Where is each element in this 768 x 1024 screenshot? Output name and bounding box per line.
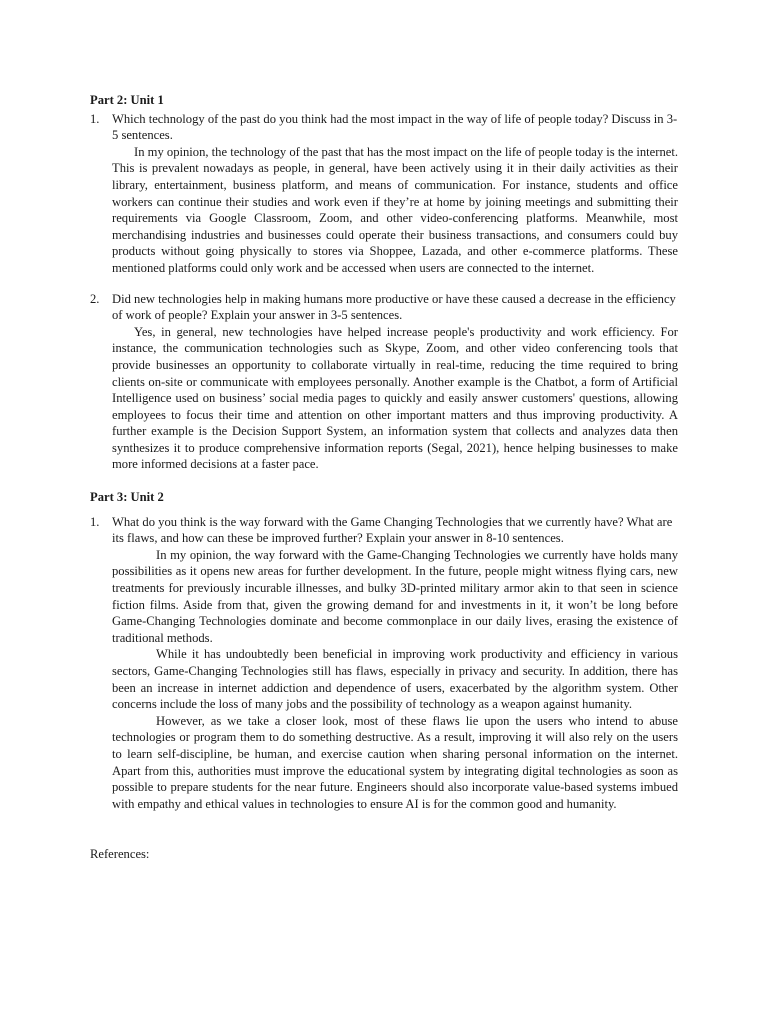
question-number: 2. [90,291,100,306]
part3-heading: Part 3: Unit 2 [90,490,164,505]
part3-question-1 [90,514,678,547]
answer-paragraph: In my opinion, the way forward with the Game-Changing Technologies we currently have holds many possibilities as it opens new areas for further development. In the future, people might witness flying cars, new treatments for previously incurable illnesses, and bulky 3D-printed military armor akin to that seen in science fiction films. Aside from that, given the growing demand for and investments in it, it won’t be long before Game-Changing Technologies dominate and become commonplace in our daily lives, erasing the existence of traditional methods. [112,547,678,645]
question-number: 1. [90,514,100,529]
part2-question-2 [90,291,678,324]
answer-paragraph: Yes, in general, new technologies have helped increase people's productivity and work efficiency. For instance, the communication technologies such as Skype, Zoom, and other video conferencing tools that provide businesses an opportunity to collaborate virtually in real-time, reducing the time required to bring clients on-site or communicate with employees personally. Another example is the Chatbot, a form of Artificial Intelligence used on business’ social media pages to quickly and easily answer customers' questions, allowing employees to focus their time and attention on other important matters and thus improving productivity. A further example is the Decision Support System, an information system that collects and analyzes data then synthesizes it to produce comprehensive information reports (Segal, 2021), hence helping businesses to make more informed decisions at a faster pace. [112,324,678,472]
part2-answer-2 [112,324,678,473]
answer-paragraph: While it has undoubtedly been beneficial in improving work productivity and efficiency in various sectors, Game-Changing Technologies still has flaws, especially in privacy and security. In addition, there has been an increase in internet addiction and dependence of users, exacerbated by the algorithm system. Other concerns include the loss of many jobs and the possibility of technology as a weapon against humanity. [112,647,678,712]
references-heading: References: [90,847,150,862]
question-text: Did new technologies help in making humans more productive or have these caused a decrease in the efficiency of work of people? Explain your answer in 3-5 sentences. [112,291,676,323]
question-number: 1. [90,111,100,126]
part3-answer-1 [112,547,678,813]
question-text: What do you think is the way forward with the Game Changing Technologies that we currently have? What are its flaws, and how can these be improved further? Explain your answer in 8-10 sentences. [112,514,673,546]
part2-heading: Part 2: Unit 1 [90,93,164,107]
answer-paragraph: However, as we take a closer look, most of these flaws lie upon the users who intend to abuse technologies or program them to do something destructive. As a result, improving it will also rely on the users to learn self-discipline, be human, and exercise caution when sharing personal information on the internet. Apart from this, authorities must improve the educational system by integrating digital technologies as soon as possible to prepare students for the near future. Engineers should also incorporate value-based systems imbued with empathy and ethical values in technologies to ensure AI is for the common good and humanity. [112,713,678,811]
part2-question-1 [90,111,678,144]
question-text: Which technology of the past do you think had the most impact in the way of life of people today? Discuss in 3-5 sentences. [112,111,678,143]
answer-paragraph: In my opinion, the technology of the past that has the most impact on the life of people today is the internet. This is prevalent nowadays as people, in general, have been actively using it in their daily activities as their library, entertainment, business platform, and means of communication. For instance, students and office workers can continue their studies and work even if they’re at home by joining meetings and submitting their requirements via Google Classroom, Zoom, and other video-conferencing platforms. Meanwhile, most merchandising industries and businesses could operate their business transactions, and consumers could buy products without going physically to stores via Shoppee, Lazada, and other e-commerce platforms. These mentioned platforms could only work and be accessed when users are connected to the internet. [112,144,678,275]
document-page [90,92,678,863]
part2-answer-1 [112,144,678,277]
